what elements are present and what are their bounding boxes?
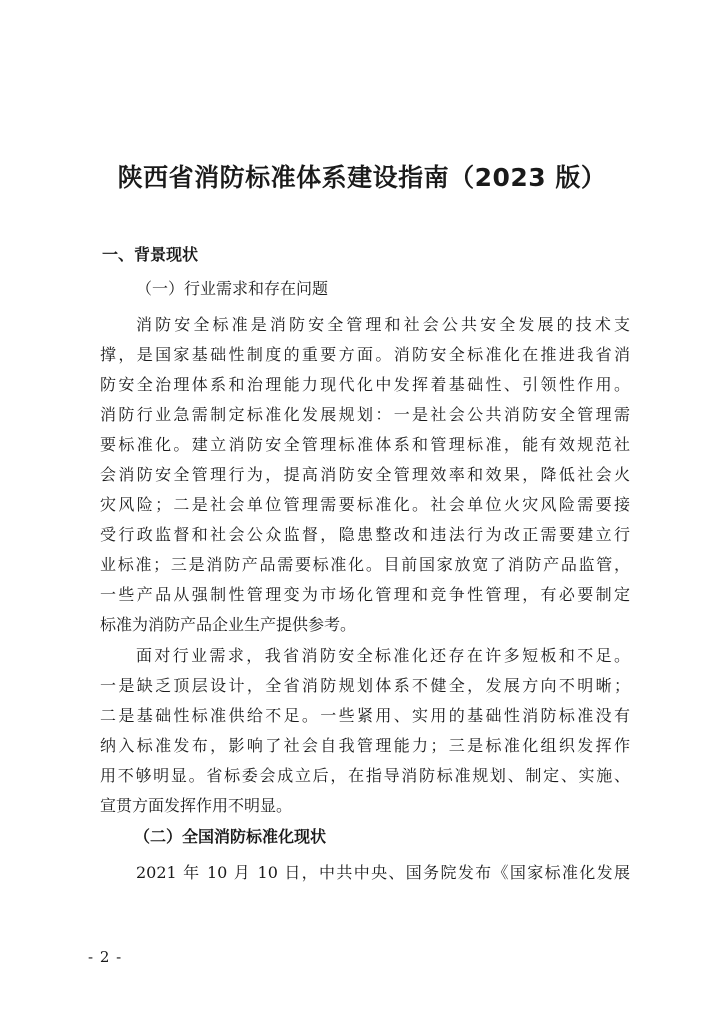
text-line: 消防安全标准是消防安全管理和社会公共安全发展的技术支 [136, 315, 630, 334]
paragraph-shortcomings [100, 641, 630, 821]
text-line: 防安全治理体系和治理能力现代化中发挥着基础性、引领性作用。 [100, 375, 630, 394]
page-number: - 2 - [88, 948, 123, 966]
section-heading-background: 一、背景现状 [102, 245, 199, 264]
text-line: 标准为消防产品企业生产提供参考。 [100, 615, 357, 634]
text-line: 二是基础性标准供给不足。一些紧用、实用的基础性消防标准没有 [100, 706, 630, 725]
text-line: 宣贯方面发挥作用不明显。 [100, 796, 293, 815]
paragraph-national-status [100, 858, 630, 888]
text-line: 纳入标准发布，影响了社会自我管理能力；三是标准化组织发挥作 [100, 736, 630, 755]
text-line: 要标准化。建立消防安全管理标准体系和管理标准，能有效规范社 [100, 435, 630, 454]
text-line: 面对行业需求，我省消防安全标准化还存在许多短板和不足。 [136, 646, 630, 665]
text-line: 用不够明显。省标委会成立后，在指导消防标准规划、制定、实施、 [100, 766, 630, 785]
subsection-heading-national-status: （二）全国消防标准化现状 [134, 827, 327, 846]
document-body [100, 240, 630, 889]
text-line: 一些产品从强制性管理变为市场化管理和竞争性管理，有必要制定 [100, 585, 630, 604]
text-line: 受行政监督和社会公众监督，隐患整改和违法行为改正需要建立行 [100, 525, 630, 544]
text-line: 会消防安全管理行为，提高消防安全管理效率和效果，降低社会火 [100, 465, 630, 484]
text-line: 消防行业急需制定标准化发展规划：一是社会公共消防安全管理需 [100, 405, 630, 424]
paragraph-industry-needs [100, 310, 630, 640]
text-line: 业标准；三是消防产品需要标准化。目前国家放宽了消防产品监管， [100, 555, 630, 574]
subsection-heading-industry-needs: （一）行业需求和存在问题 [136, 279, 329, 298]
document-title: 陕西省消防标准体系建设指南（2023 版） [117, 163, 607, 192]
text-line: 撑，是国家基础性制度的重要方面。消防安全标准化在推进我省消 [100, 345, 630, 364]
text-line: 灾风险；二是社会单位管理需要标准化。社会单位火灾风险需要接 [100, 495, 630, 514]
text-line: 2021 年 10 月 10 日，中共中央、国务院发布《国家标准化发展 [136, 863, 630, 882]
text-line: 一是缺乏顶层设计，全省消防规划体系不健全，发展方向不明晰； [100, 676, 630, 695]
